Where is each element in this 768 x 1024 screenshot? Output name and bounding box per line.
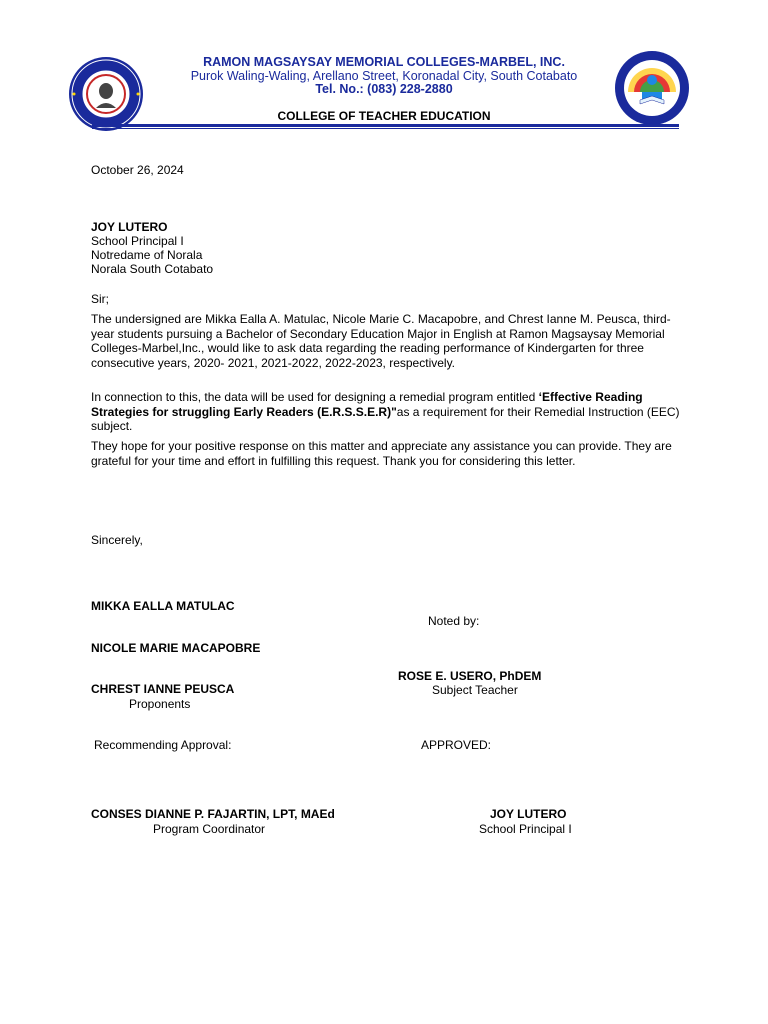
- recipient-location: Norala South Cotabato: [91, 262, 214, 276]
- institution-address: Purok Waling-Waling, Arellano Street, Koronadal City, South Cotabato: [190, 69, 578, 83]
- body-paragraph-1: The undersigned are Mikka Ealla A. Matulac, Nicole Marie C. Macapobre, and Chrest Ianne M. Peusca, third-year students pursuing a Bachelor of Secondary Education Major in English at Ramon Magsaysay Memorial Colleges-Marbel,Inc., would like to ask data regarding the reading performance of Kindergarten for three consecutive years, 2020- 2021, 2021-2022, 2022-2023, respectively.: [91, 312, 671, 370]
- approved-label: APPROVED:: [421, 738, 492, 752]
- header-divider: [92, 124, 679, 127]
- program-title: ‘Effective Reading Strategies for struggling Early Readers (E.R.S.S.E.R)": [91, 390, 643, 419]
- recipient-position: School Principal I: [91, 234, 184, 248]
- program-coordinator-title: Program Coordinator: [153, 822, 266, 836]
- letter-date: October 26, 2024: [91, 163, 184, 177]
- recipient-name: JOY LUTERO: [91, 220, 168, 234]
- approver-name: JOY LUTERO: [490, 807, 567, 821]
- college-name: COLLEGE OF TEACHER EDUCATION: [277, 109, 491, 123]
- closing: Sincerely,: [91, 533, 143, 547]
- noted-by-title: Subject Teacher: [432, 683, 518, 697]
- body-paragraph-3: They hope for your positive response on this matter and appreciate any assistance you can provide. They are grateful for your time and effort in fulfilling this request. Thank you for considering this letter.: [91, 439, 672, 468]
- proponent-name-2: NICOLE MARIE MACAPOBRE: [91, 641, 261, 655]
- noted-by-name: ROSE E. USERO, PhDEM: [398, 669, 542, 683]
- recommending-approval-label: Recommending Approval:: [94, 738, 232, 752]
- header-divider-thin: [92, 128, 679, 129]
- proponent-name-1: MIKKA EALLA MATULAC: [91, 599, 235, 613]
- recipient-school: Notredame of Norala: [91, 248, 203, 262]
- body-paragraph-2: [91, 390, 681, 434]
- proponents-label: Proponents: [129, 697, 191, 711]
- paragraph-2-intro: In connection to this, the data will be used for designing a remedial program entitled: [91, 390, 539, 404]
- program-coordinator-name: CONSES DIANNE P. FAJARTIN, LPT, MAEd: [91, 807, 335, 821]
- salutation: Sir;: [91, 292, 109, 306]
- paragraph-2-end: as a requirement for their Remedial Instruction (EEC) subject.: [91, 404, 680, 434]
- institution-name: RAMON MAGSAYSAY MEMORIAL COLLEGES-MARBEL, INC.: [203, 55, 565, 69]
- noted-by-label: Noted by:: [428, 614, 480, 628]
- proponent-name-3: CHREST IANNE PEUSCA: [91, 682, 235, 696]
- institution-telephone: Tel. No.: (083) 228-2880: [315, 82, 453, 96]
- approver-title: School Principal I: [479, 822, 572, 836]
